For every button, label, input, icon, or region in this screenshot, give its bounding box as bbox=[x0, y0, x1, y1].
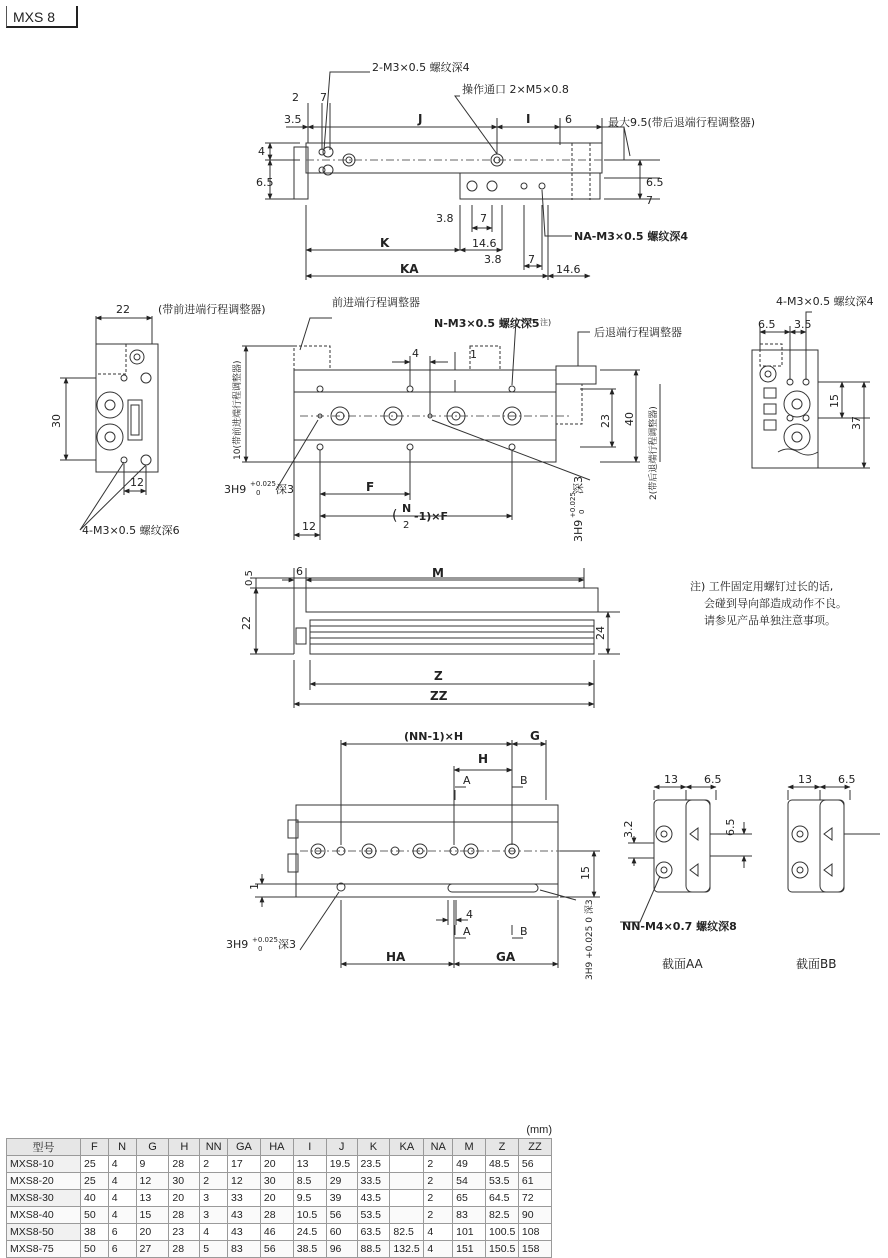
top-callout-m3: 2-M3×0.5 螺纹深4 bbox=[372, 61, 470, 74]
table-cell: 17 bbox=[228, 1156, 261, 1173]
rear-adjuster bbox=[556, 366, 596, 384]
right-callout: 4-M3×0.5 螺纹深4 bbox=[776, 295, 874, 308]
table-cell: 60 bbox=[326, 1224, 357, 1241]
table-cell: 83 bbox=[228, 1241, 261, 1258]
right-dim-37: 37 bbox=[850, 416, 863, 430]
front-side-front: 10(带前进端行程调整器) bbox=[233, 360, 243, 460]
table-cell: 43 bbox=[228, 1207, 261, 1224]
table-cell: 15 bbox=[136, 1207, 169, 1224]
table-cell: 4 bbox=[108, 1173, 136, 1190]
top-callout-port: 操作通口 2×M5×0.8 bbox=[462, 83, 569, 96]
table-cell: 56 bbox=[518, 1156, 551, 1173]
table-cell: 13 bbox=[136, 1190, 169, 1207]
table-cell: 100.5 bbox=[486, 1224, 519, 1241]
table-cell: 46 bbox=[260, 1224, 293, 1241]
table-header-cell: H bbox=[169, 1139, 200, 1156]
right-view bbox=[752, 312, 870, 468]
front-hole-left-tol0: 0 bbox=[256, 489, 261, 497]
table-cell: 2 bbox=[200, 1156, 228, 1173]
front-hole-right-depth: 深3 bbox=[572, 476, 585, 494]
table-header-cell: N bbox=[108, 1139, 136, 1156]
front-dim-F: F bbox=[366, 480, 375, 494]
table-cell: 28 bbox=[169, 1207, 200, 1224]
dim-I: I bbox=[526, 112, 531, 126]
right-dim-15: 15 bbox=[828, 394, 841, 408]
front-dim-4: 4 bbox=[412, 347, 419, 360]
table-row bbox=[7, 1173, 552, 1190]
table-row bbox=[7, 1190, 552, 1207]
front-hole-right: 3H9 bbox=[572, 519, 585, 542]
front-formula-open: ( bbox=[392, 508, 398, 524]
table-model-cell: MXS8-20 bbox=[7, 1173, 81, 1190]
left-dim-12: 12 bbox=[130, 476, 144, 489]
aa-dim-6-5: 6.5 bbox=[704, 773, 722, 786]
front-hole-left-tol: +0.025 bbox=[250, 480, 276, 488]
table-cell: 56 bbox=[326, 1207, 357, 1224]
table-row bbox=[7, 1207, 552, 1224]
table-header-cell: G bbox=[136, 1139, 169, 1156]
table-cell: 12 bbox=[228, 1173, 261, 1190]
bot-hole: 3H9 bbox=[226, 938, 249, 951]
front-view bbox=[242, 318, 660, 540]
table-cell: 56 bbox=[260, 1241, 293, 1258]
aa-dim-3-2: 3.2 bbox=[622, 820, 635, 838]
bot-dim-HA: HA bbox=[386, 950, 406, 964]
mid-dim-6: 6 bbox=[296, 565, 303, 578]
table-cell: 43 bbox=[228, 1224, 261, 1241]
table-cell: 61 bbox=[518, 1173, 551, 1190]
table-cell: 54 bbox=[453, 1173, 486, 1190]
bot-side-hole: 3H9 +0.025 0 深3 bbox=[585, 899, 595, 980]
mid-dim-Z: Z bbox=[434, 669, 443, 683]
table-cell: 2 bbox=[424, 1207, 453, 1224]
section-bb bbox=[788, 787, 880, 892]
bot-A-top: A bbox=[463, 774, 471, 787]
bb-dim-13: 13 bbox=[798, 773, 812, 786]
table-cell: 30 bbox=[169, 1173, 200, 1190]
table-cell: 9.5 bbox=[293, 1190, 326, 1207]
bot-dim-1: 1 bbox=[248, 883, 261, 890]
left-dim-30: 30 bbox=[50, 414, 63, 428]
bot-hole-tol0: 0 bbox=[258, 945, 263, 953]
section-aa bbox=[620, 787, 752, 922]
table-cell: 8.5 bbox=[293, 1173, 326, 1190]
table-cell: 20 bbox=[260, 1156, 293, 1173]
table-cell: 9 bbox=[136, 1156, 169, 1173]
dim-J: J bbox=[418, 112, 423, 126]
table-header-cell: 型号 bbox=[7, 1139, 81, 1156]
table-cell: 108 bbox=[518, 1224, 551, 1241]
table-cell: 72 bbox=[518, 1190, 551, 1207]
dim-3-5: 3.5 bbox=[284, 113, 302, 126]
table-cell: 4 bbox=[108, 1156, 136, 1173]
dim-7: 7 bbox=[320, 91, 327, 104]
right-dim-3-5: 3.5 bbox=[794, 318, 812, 331]
front-dim-12: 12 bbox=[302, 520, 316, 533]
bot-dim-NNH: (NN-1)×H bbox=[404, 730, 464, 743]
top-table-block bbox=[460, 173, 600, 199]
table-cell: 23 bbox=[169, 1224, 200, 1241]
table-model-cell: MXS8-40 bbox=[7, 1207, 81, 1224]
table-cell: 13 bbox=[293, 1156, 326, 1173]
table-cell: 38 bbox=[81, 1224, 109, 1241]
front-formula-2: 2 bbox=[403, 520, 410, 531]
table-cell: 49 bbox=[453, 1156, 486, 1173]
section-aa-label: 截面AA bbox=[662, 957, 703, 971]
table-cell: 150.5 bbox=[486, 1241, 519, 1258]
table-cell: 82.5 bbox=[486, 1207, 519, 1224]
note-line-3: 请参见产品单独注意事项。 bbox=[704, 614, 836, 627]
dim-7b: 7 bbox=[646, 194, 653, 207]
spec-table bbox=[6, 1138, 552, 1258]
table-cell bbox=[390, 1173, 424, 1190]
table-cell: 4 bbox=[108, 1190, 136, 1207]
front-hole-left: 3H9 bbox=[224, 483, 247, 496]
table-cell: 19.5 bbox=[326, 1156, 357, 1173]
top-body-outline bbox=[306, 143, 602, 173]
dim-7d: 7 bbox=[528, 253, 535, 266]
bot-B-bottom: B bbox=[520, 925, 528, 938]
table-unit: (mm) bbox=[526, 1124, 552, 1136]
table-header-cell: NN bbox=[200, 1139, 228, 1156]
table-header-cell: K bbox=[357, 1139, 390, 1156]
table-model-cell: MXS8-75 bbox=[7, 1241, 81, 1258]
bot-B-top: B bbox=[520, 774, 528, 787]
note-line-2: 会碰到导向部造成动作不良。 bbox=[704, 597, 847, 610]
dim-6-5a: 6.5 bbox=[256, 176, 274, 189]
section-bb-body bbox=[788, 800, 844, 892]
aa-dim-13: 13 bbox=[664, 773, 678, 786]
table-header-cell: GA bbox=[228, 1139, 261, 1156]
dim-14-6b: 14.6 bbox=[556, 263, 581, 276]
dim-6: 6 bbox=[565, 113, 572, 126]
table-cell: 25 bbox=[81, 1156, 109, 1173]
front-side-rear: 2(带后退端行程调整器) bbox=[649, 406, 659, 500]
table-header-row bbox=[7, 1139, 552, 1156]
table-cell: 2 bbox=[200, 1173, 228, 1190]
front-label-rear-adj: 后退端行程调整器 bbox=[594, 326, 682, 339]
table-cell: 2 bbox=[424, 1190, 453, 1207]
mid-dim-0-5: 0.5 bbox=[244, 570, 255, 586]
left-view bbox=[60, 316, 158, 530]
top-callout-max: 最大9.5(带后退端行程调整器) bbox=[608, 116, 756, 129]
table-cell: 65 bbox=[453, 1190, 486, 1207]
table-cell: 29 bbox=[326, 1173, 357, 1190]
section-bb-label: 截面BB bbox=[796, 957, 837, 971]
front-hole-right-tol0: 0 bbox=[578, 509, 586, 514]
table-cell: 48.5 bbox=[486, 1156, 519, 1173]
aa-callout-nn: NN-M4×0.7 螺纹深8 bbox=[622, 920, 737, 933]
bottom-view bbox=[255, 740, 600, 968]
front-hole-left-depth: 深3 bbox=[276, 483, 294, 496]
front-dim-1: 1 bbox=[470, 348, 477, 361]
table-header-cell: F bbox=[81, 1139, 109, 1156]
table-cell: 23.5 bbox=[357, 1156, 390, 1173]
front-note-mark: 注) bbox=[540, 318, 552, 327]
table-header-cell: HA bbox=[260, 1139, 293, 1156]
table-model-cell: MXS8-10 bbox=[7, 1156, 81, 1173]
table-cell: 151 bbox=[453, 1241, 486, 1258]
dim-4: 4 bbox=[258, 145, 265, 158]
top-callout-na: NA-M3×0.5 螺纹深4 bbox=[574, 230, 689, 243]
table-cell: 83 bbox=[453, 1207, 486, 1224]
note-line-1: 注) 工件固定用螺钉过长的话, bbox=[690, 580, 834, 593]
table-cell: 50 bbox=[81, 1241, 109, 1258]
dim-6-5b: 6.5 bbox=[646, 176, 664, 189]
front-formula-rest: -1)×F bbox=[414, 510, 448, 523]
installation-note bbox=[690, 578, 885, 629]
table-cell: 24.5 bbox=[293, 1224, 326, 1241]
table-row bbox=[7, 1224, 552, 1241]
table-cell: 12 bbox=[136, 1173, 169, 1190]
table-cell: 33 bbox=[228, 1190, 261, 1207]
front-callout-n: N-M3×0.5 螺纹深5 bbox=[434, 317, 540, 330]
mid-dim-M: M bbox=[432, 566, 444, 580]
middle-rail bbox=[310, 620, 594, 654]
table-cell: 63.5 bbox=[357, 1224, 390, 1241]
table-model-cell: MXS8-50 bbox=[7, 1224, 81, 1241]
table-cell: 3 bbox=[200, 1190, 228, 1207]
table-cell: 90 bbox=[518, 1207, 551, 1224]
table-cell: 101 bbox=[453, 1224, 486, 1241]
table-cell: 3 bbox=[200, 1207, 228, 1224]
table-cell: 30 bbox=[260, 1173, 293, 1190]
table-row bbox=[7, 1241, 552, 1258]
table-cell: 28 bbox=[169, 1241, 200, 1258]
table-cell: 53.5 bbox=[486, 1173, 519, 1190]
table-header-cell: J bbox=[326, 1139, 357, 1156]
table-cell: 4 bbox=[200, 1224, 228, 1241]
mid-dim-22: 22 bbox=[240, 616, 253, 630]
table-cell: 2 bbox=[424, 1156, 453, 1173]
table-cell: 6 bbox=[108, 1241, 136, 1258]
table-cell: 50 bbox=[81, 1207, 109, 1224]
mid-dim-24: 24 bbox=[594, 626, 607, 640]
table-cell: 38.5 bbox=[293, 1241, 326, 1258]
front-formula-n: N bbox=[402, 502, 412, 515]
table-cell: 6 bbox=[108, 1224, 136, 1241]
table-cell bbox=[390, 1156, 424, 1173]
table-cell: 88.5 bbox=[357, 1241, 390, 1258]
table-header-cell: NA bbox=[424, 1139, 453, 1156]
dim-7c: 7 bbox=[480, 212, 487, 225]
table-cell: 4 bbox=[424, 1224, 453, 1241]
table-cell: 132.5 bbox=[390, 1241, 424, 1258]
table-header-cell: ZZ bbox=[518, 1139, 551, 1156]
table-cell: 27 bbox=[136, 1241, 169, 1258]
dim-3-8b: 3.8 bbox=[484, 253, 502, 266]
bot-hole-depth: 深3 bbox=[278, 938, 296, 951]
table-cell: 4 bbox=[424, 1241, 453, 1258]
bot-hole-tol: +0.025 bbox=[252, 936, 278, 944]
table-cell: 25 bbox=[81, 1173, 109, 1190]
middle-view bbox=[250, 568, 620, 708]
table-header-cell: I bbox=[293, 1139, 326, 1156]
aa-dim-6-5v: 6.5 bbox=[724, 818, 737, 836]
table-cell: 28 bbox=[260, 1207, 293, 1224]
table-cell: 4 bbox=[108, 1207, 136, 1224]
right-dim-6-5: 6.5 bbox=[758, 318, 776, 331]
table-cell: 33.5 bbox=[357, 1173, 390, 1190]
front-hole-right-tol: +0.025 bbox=[569, 492, 577, 518]
table-cell: 20 bbox=[169, 1190, 200, 1207]
left-label-front: (带前进端行程调整器) bbox=[158, 303, 266, 316]
table-cell: 64.5 bbox=[486, 1190, 519, 1207]
table-cell: 96 bbox=[326, 1241, 357, 1258]
table-cell: 40 bbox=[81, 1190, 109, 1207]
mid-dim-ZZ: ZZ bbox=[430, 689, 448, 703]
dim-14-6a: 14.6 bbox=[472, 237, 497, 250]
table-model-cell: MXS8-30 bbox=[7, 1190, 81, 1207]
table-header-cell: M bbox=[453, 1139, 486, 1156]
spec-table-section bbox=[6, 1122, 552, 1258]
table-cell: 28 bbox=[169, 1156, 200, 1173]
bot-dim-G: G bbox=[530, 729, 540, 743]
left-callout: 4-M3×0.5 螺纹深6 bbox=[82, 524, 180, 537]
model-tag: MXS 8 bbox=[6, 6, 78, 28]
table-cell: 158 bbox=[518, 1241, 551, 1258]
dim-KA: KA bbox=[400, 262, 419, 276]
table-cell: 2 bbox=[424, 1173, 453, 1190]
bot-dim-4: 4 bbox=[466, 908, 473, 921]
bot-dim-15: 15 bbox=[579, 866, 592, 880]
table-cell: 20 bbox=[136, 1224, 169, 1241]
front-dim-40: 40 bbox=[623, 412, 636, 426]
table-header-cell: KA bbox=[390, 1139, 424, 1156]
dim-K: K bbox=[380, 236, 390, 250]
table-cell: 53.5 bbox=[357, 1207, 390, 1224]
left-body bbox=[96, 344, 158, 472]
front-label-front-adj: 前进端行程调整器 bbox=[332, 296, 420, 309]
table-cell: 43.5 bbox=[357, 1190, 390, 1207]
dim-3-8a: 3.8 bbox=[436, 212, 454, 225]
table-cell: 10.5 bbox=[293, 1207, 326, 1224]
table-cell: 20 bbox=[260, 1190, 293, 1207]
front-dim-23: 23 bbox=[599, 414, 612, 428]
dim-2: 2 bbox=[292, 91, 299, 104]
table-cell: 82.5 bbox=[390, 1224, 424, 1241]
bot-dim-GA: GA bbox=[496, 950, 516, 964]
table-row bbox=[7, 1156, 552, 1173]
left-dim-22: 22 bbox=[116, 303, 130, 316]
table-cell: 5 bbox=[200, 1241, 228, 1258]
table-header-cell: Z bbox=[486, 1139, 519, 1156]
table-cell bbox=[390, 1207, 424, 1224]
table-cell: 39 bbox=[326, 1190, 357, 1207]
bot-dim-H: H bbox=[478, 752, 489, 766]
table-cell bbox=[390, 1190, 424, 1207]
bb-dim-6-5: 6.5 bbox=[838, 773, 856, 786]
bot-A-bottom: A bbox=[463, 925, 471, 938]
